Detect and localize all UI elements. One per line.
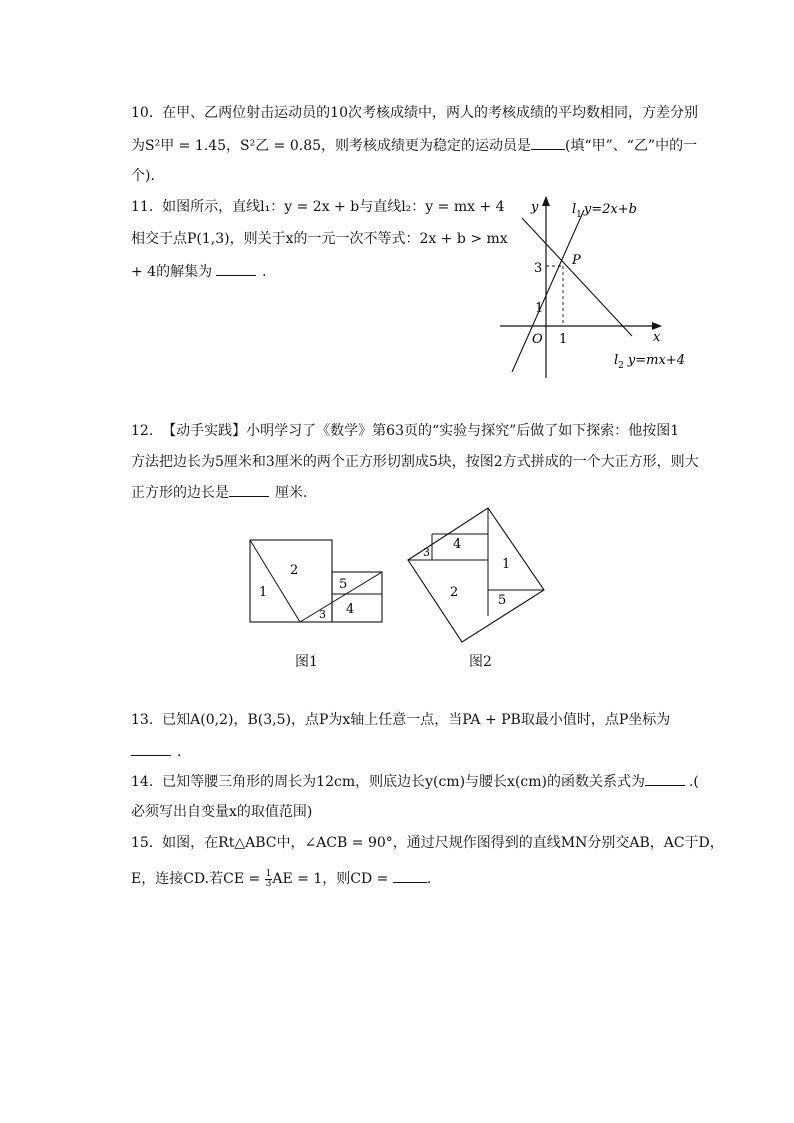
q12-line3	[131, 482, 317, 503]
big-square-outline	[408, 508, 544, 642]
q15-text-a: E，连接CD.若CE =	[131, 871, 265, 887]
q11-line-graph	[490, 188, 700, 384]
q14-answer-blank[interactable]	[645, 771, 685, 786]
y-axis-arrow	[542, 196, 550, 206]
fraction-denominator: 3	[265, 878, 272, 889]
variance-yi: S²乙 = 0.85	[240, 138, 322, 154]
q15-answer-blank[interactable]	[393, 868, 427, 883]
q12-line1: 12. 【动手实践】小明学习了《数学》第63页的“实验与探究”后做了如下探索：他按图1	[131, 423, 680, 439]
fig1-piece-1: 1	[259, 585, 268, 600]
q10-line2	[131, 135, 697, 156]
q14-line1	[131, 771, 699, 792]
y-tick-3: 3	[534, 261, 543, 276]
l1-label: $l_1$ y=2x+b	[572, 202, 637, 220]
figure-1-dissection	[246, 536, 388, 626]
q10-text-c: (填“甲”、“乙”中的一	[565, 138, 698, 154]
q11-text-b: ．	[262, 264, 277, 280]
fig1-piece-3: 3	[319, 608, 326, 621]
q15-text-b: AE = 1，则CD =	[272, 871, 393, 887]
fig2-piece-4: 4	[453, 537, 462, 552]
q14-line2: 必须写出自变量x的取值范围)	[131, 804, 313, 820]
q13-line1: 13. 已知A(0,2)，B(3,5)，点P为x轴上任意一点，当PA + PB取最小值时，点P坐标为	[131, 712, 671, 728]
q12-answer-blank[interactable]	[229, 482, 269, 497]
l2-label: $l_2$ y=mx+4	[614, 353, 685, 371]
q12-text-a: 正方形的边长是	[131, 485, 229, 501]
q14-text-a: 14. 已知等腰三角形的周长为12cm，则底边长y(cm)与腰长x(cm)的函数关系式为	[131, 774, 645, 790]
q13-text-end: ．	[177, 744, 191, 760]
line-l2	[522, 218, 632, 336]
q10-sep: ，	[226, 138, 241, 154]
q15-line2	[131, 868, 431, 889]
q10-answer-blank[interactable]	[531, 135, 565, 150]
x-axis-label: x	[653, 330, 661, 345]
q10-text-b: ，则考核成绩更为稳定的运动员是	[321, 138, 532, 154]
q10-line3: 个)．	[131, 168, 165, 184]
q15-text-c: .	[426, 871, 432, 887]
q14-text-b: .(	[688, 774, 699, 790]
q11-line3	[131, 261, 276, 282]
fraction-numerator: 1	[265, 868, 272, 879]
q13-line2	[131, 741, 191, 762]
variance-jia: S²甲 = 1.45	[145, 138, 227, 154]
figure-2-caption: 图2	[469, 654, 492, 670]
y-tick-1: 1	[535, 301, 544, 316]
point-p-label: P	[572, 253, 581, 268]
cut-line-1	[250, 540, 300, 622]
fig2-piece-2: 2	[450, 585, 459, 600]
q12-line2: 方法把边长为5厘米和3厘米的两个正方形切割成5块，按图2方式拼成的一个大正方形，则大	[131, 454, 699, 470]
fig2-piece-5: 5	[498, 593, 507, 608]
x-tick-1: 1	[559, 332, 568, 347]
fig2-piece-3: 3	[423, 546, 430, 559]
fig1-piece-5: 5	[339, 577, 348, 592]
fig1-piece-4: 4	[346, 602, 355, 617]
origin-label: O	[532, 332, 543, 347]
q12-text-b: 厘米．	[275, 485, 317, 501]
q10-line1: 10. 在甲、乙两位射击运动员的10次考核成绩中，两人的考核成绩的平均数相同，方差分别	[131, 105, 698, 121]
x-axis-arrow	[652, 322, 662, 330]
q11-answer-blank[interactable]	[216, 261, 256, 276]
fig1-piece-2: 2	[290, 563, 299, 578]
figure-2-rearranged	[402, 504, 550, 644]
q13-answer-blank[interactable]	[131, 741, 171, 756]
line-l1	[512, 210, 584, 372]
q11-line1: 11. 如图所示，直线l₁：y = 2x + b与直线l₂：y = mx + 4	[131, 199, 505, 215]
q15-line1: 15. 如图，在Rt△ABC中，∠ACB = 90°，通过尺规作图得到的直线MN分别交AB，AC于D，	[131, 835, 724, 851]
q11-line2: 相交于点P(1,3)，则关于x的一元一次不等式：2x + b > mx	[131, 231, 508, 247]
q11-text-a: + 4的解集为	[131, 264, 213, 280]
y-axis-label: y	[531, 200, 539, 215]
fig2-piece-1: 1	[502, 557, 511, 572]
figure-1-caption: 图1	[295, 654, 318, 670]
q10-text-a: 为	[131, 138, 145, 154]
